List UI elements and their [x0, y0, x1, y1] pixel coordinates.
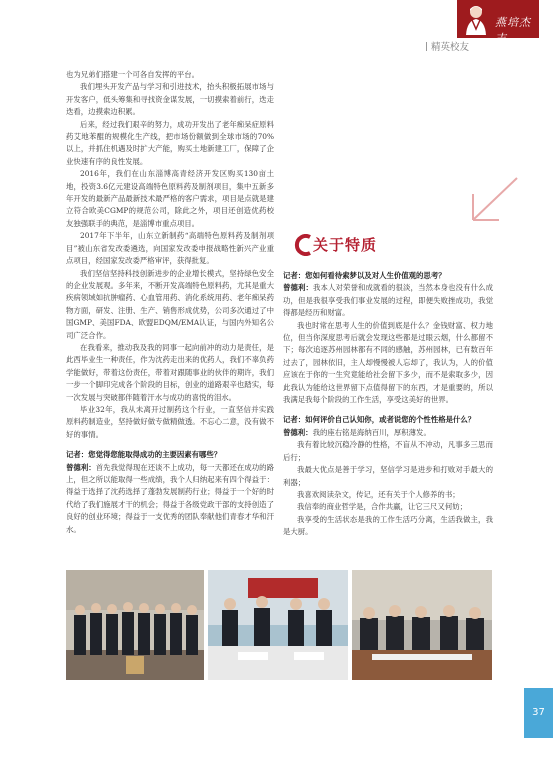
paragraph: 也为兄弟们搭建一个可各自发挥的平台。: [66, 70, 200, 79]
paragraph: 我也时常在思考人生的价值到底是什么？金钱财富、权力地位，但当你深度思考后就会发现这些都是过眼云烟，什么都留不下；每次追逐苏州园林都有不同的感触，苏州园林，已有数百年过去了，园林依旧，主人却慢慢被人忘却了，我认为，人的价值应该在于你的一生究竟能给社会留下多少，而不是索取多少，因此我认为能给这世界留下点值得留下的东西，才是重要的，所以我满足我每个阶段的工作生活，享受这美好的世界。: [283, 320, 493, 405]
answer-text: 我的座右铭是海纳百川，厚积薄发。: [312, 427, 431, 437]
paragraph: 毕业32年，我从未离开过制药这个行业，一直坚信并实践原料药制造业，坚持做好做专做精做透。不忘心二意，没有做不好的事情。: [66, 404, 274, 439]
section-label: [426, 39, 469, 53]
answer-text: 首先我觉得现在还谈不上成功，每一天都还在成功的路上，但之所以能取得一些成绩，我个人归纳起来有四个得益于：得益于选择了沈药选择了蓬勃发展制药行业；得益于一个好的时代给了我们施展才干的机会；得益于各级党政干部的支持创造了良好的创业环境；得益于一支优秀的团队奉献他们青春才华和汗水。: [66, 462, 274, 534]
paragraph: 2016年，我们在山东淄博高青经济开发区购买130亩土地，投资3.6亿元建设高端特色原料药及制剂项目，集中五新多年开发的最新产品最新技术最严格的客户需求，项目是点就是建立符合欧美CGMP的规范公司，除此之外，项目还创造优药校友独强联手的典范，是淄博市重点项目。: [66, 169, 274, 228]
about-badge-icon: [290, 234, 314, 256]
paragraph: 我最大优点是善于学习，坚信学习是进步和打败对手最大的利器；: [283, 465, 493, 487]
interview-question: 记者：您觉得您能取得成功的主要因素有哪些？: [66, 450, 222, 460]
answer-text: 我本人对荣誉和成就看的很淡，当然本身也没有什么成功，但是我很享受我们事业发展的过程，即便失败挫成功，我觉得都是经历和财富。: [283, 283, 493, 318]
page-number-tab: [524, 688, 553, 738]
paragraph: 2017年下半年，山东立新制药“高端特色原料药及制剂项目”被山东省发改委遴选，向国家发改委申报战略性新兴产业重点项目，经国家发改委严格审评，获得批复。: [66, 231, 274, 266]
interview-answer: [66, 462, 274, 536]
magazine-logo: [457, 0, 539, 45]
divider: [426, 42, 427, 51]
left-column: [66, 69, 274, 536]
paragraph: 我信奉的商业哲学是，合作共赢，让它三尺又何妨；: [297, 502, 467, 512]
paragraph: 后来，经过我们艰辛的努力，成功开发出了老年痴呆症原料药艾地苯醌的规模化生产线，把市场份额做到全球市场的70%以上，并抓住机遇及时扩大产能，购买土地新建工厂，保障了企业快速有序的良性发展。: [66, 119, 274, 166]
interview-question: 记者：如何评价自己认知你，或者说您的个性性格是什么？: [283, 415, 476, 425]
interview-answer: [283, 282, 493, 319]
logo-text: 燕培杰志: [495, 16, 531, 45]
speaker-label: 曾德利：: [66, 462, 96, 472]
page-header: [0, 0, 553, 56]
figure-silhouette-icon: [461, 3, 491, 35]
right-column: [283, 270, 493, 539]
photo-strip: [66, 570, 492, 680]
paragraph: 在我看来，推动我及我的同事一起向前冲的动力是责任，是此西毕业生一种责任，作为沈药走出来的优药人，我们不辜负药学能做好，带着这份责任，带着对跟随事业的伙伴的期许，我们一步一个脚印完成各个阶段的目标，创业的道路艰辛也踏实，每一次发展与突破都伴随着汗水与成功的喜悦的泪水。: [66, 342, 274, 402]
speaker-label: 曾德利：: [283, 427, 313, 437]
group-photo: [66, 570, 204, 680]
page-number: 37: [532, 707, 545, 718]
paragraph: 我们埋头开发产品与学习和引进技术，抬头积极拓展市场与开发客户，低头筹集和寻找资金谋发展，一切摸索着前行，迭走迭看，边摸索边积累。: [66, 82, 274, 117]
interview-answer: [283, 427, 493, 439]
paragraph: 我有着比较沉稳冷静的性格，不盲从不冲动，凡事多三思而后行；: [283, 440, 493, 462]
interview-question: 记者：您如何看待索梦以及对人生价值观的思考？: [283, 271, 446, 280]
section-title: 精英校友: [430, 42, 469, 53]
speaker-label: 曾德利：: [283, 283, 314, 293]
paragraph: 我们坚信坚持科技创新进步的企业增长模式，坚持绿色安全的企业发展观。多年来，不断开发高端特色原料药，尤其是重大疾病领域如抗肿瘤药、心血管用药、消化系统用药、老年痴呆药物方面，研发、注册、生产、销售形成优势，公司多次通过了中国GMP、美国FDA、欧盟EDQM/EMA认证，与国内外知名公司广泛合作。: [66, 268, 274, 340]
meeting-photo: [352, 570, 492, 680]
about-title: 关于特质: [313, 236, 378, 254]
arrow-decoration-icon: [465, 172, 525, 227]
signing-photo: [208, 570, 348, 680]
paragraph: 我享受的生活状态是我的工作生活巧分离，生活我做主，我是大厨。: [283, 514, 493, 537]
paragraph: 我喜欢阅读杂文，传记，还有关于个人修养的书；: [297, 489, 460, 499]
